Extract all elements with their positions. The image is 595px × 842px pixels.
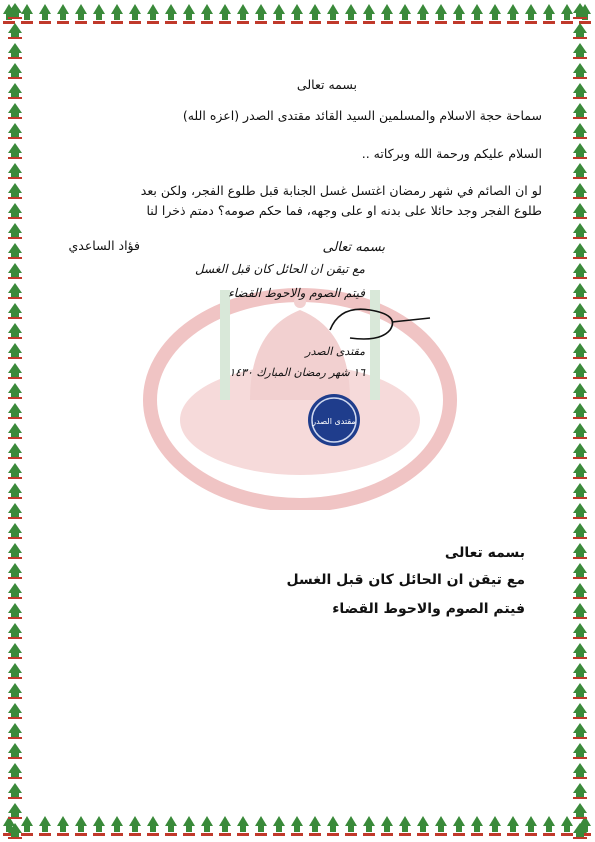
answer-line2: مع تيقن ان الحائل كان قبل الغسل <box>286 572 525 588</box>
handwritten-date: ١٦ شهر رمضان المبارك ١٤٣٠ <box>229 366 365 379</box>
signature-flourish <box>320 300 440 350</box>
question-greeting: السلام عليكم ورحمة الله وبركاته .. <box>361 146 542 161</box>
answer-line3: فيتم الصوم والاحوط القضاء <box>332 601 525 617</box>
answer-basmala: بسمه تعالى <box>444 545 525 561</box>
question-sender: فؤاد الساعدي <box>68 238 140 253</box>
decorative-border-top <box>0 0 595 30</box>
handwritten-signature-name: مقتدى الصدر <box>305 345 365 358</box>
question-body-line1: لو ان الصائم في شهر رمضان اغتسل غسل الجنابة قبل طلوع الفجر، ولكن بعد <box>140 183 542 198</box>
official-seal <box>306 392 362 448</box>
question-basmala: بسمه تعالى <box>296 77 357 92</box>
seal-text: مقتدى الصدر <box>312 417 356 426</box>
handwritten-basmala: بسمه تعالى <box>322 240 385 255</box>
handwritten-line3: فيتم الصوم والاحوط القضاء <box>228 286 365 300</box>
decorative-border-bottom <box>0 812 595 842</box>
handwritten-line2: مع تيقن ان الحائل كان قبل الغسل <box>194 262 365 276</box>
question-addressee: سماحة حجة الاسلام والمسلمين السيد القائد مقتدى الصدر (اعزه الله) <box>182 108 542 123</box>
decorative-border-left <box>0 0 30 842</box>
question-body-line2: طلوع الفجر وجد حائلا على بدنه او على وجهه، فما حكم صومه؟ دمتم ذخرا لنا <box>146 203 542 218</box>
decorative-border-right <box>565 0 595 842</box>
